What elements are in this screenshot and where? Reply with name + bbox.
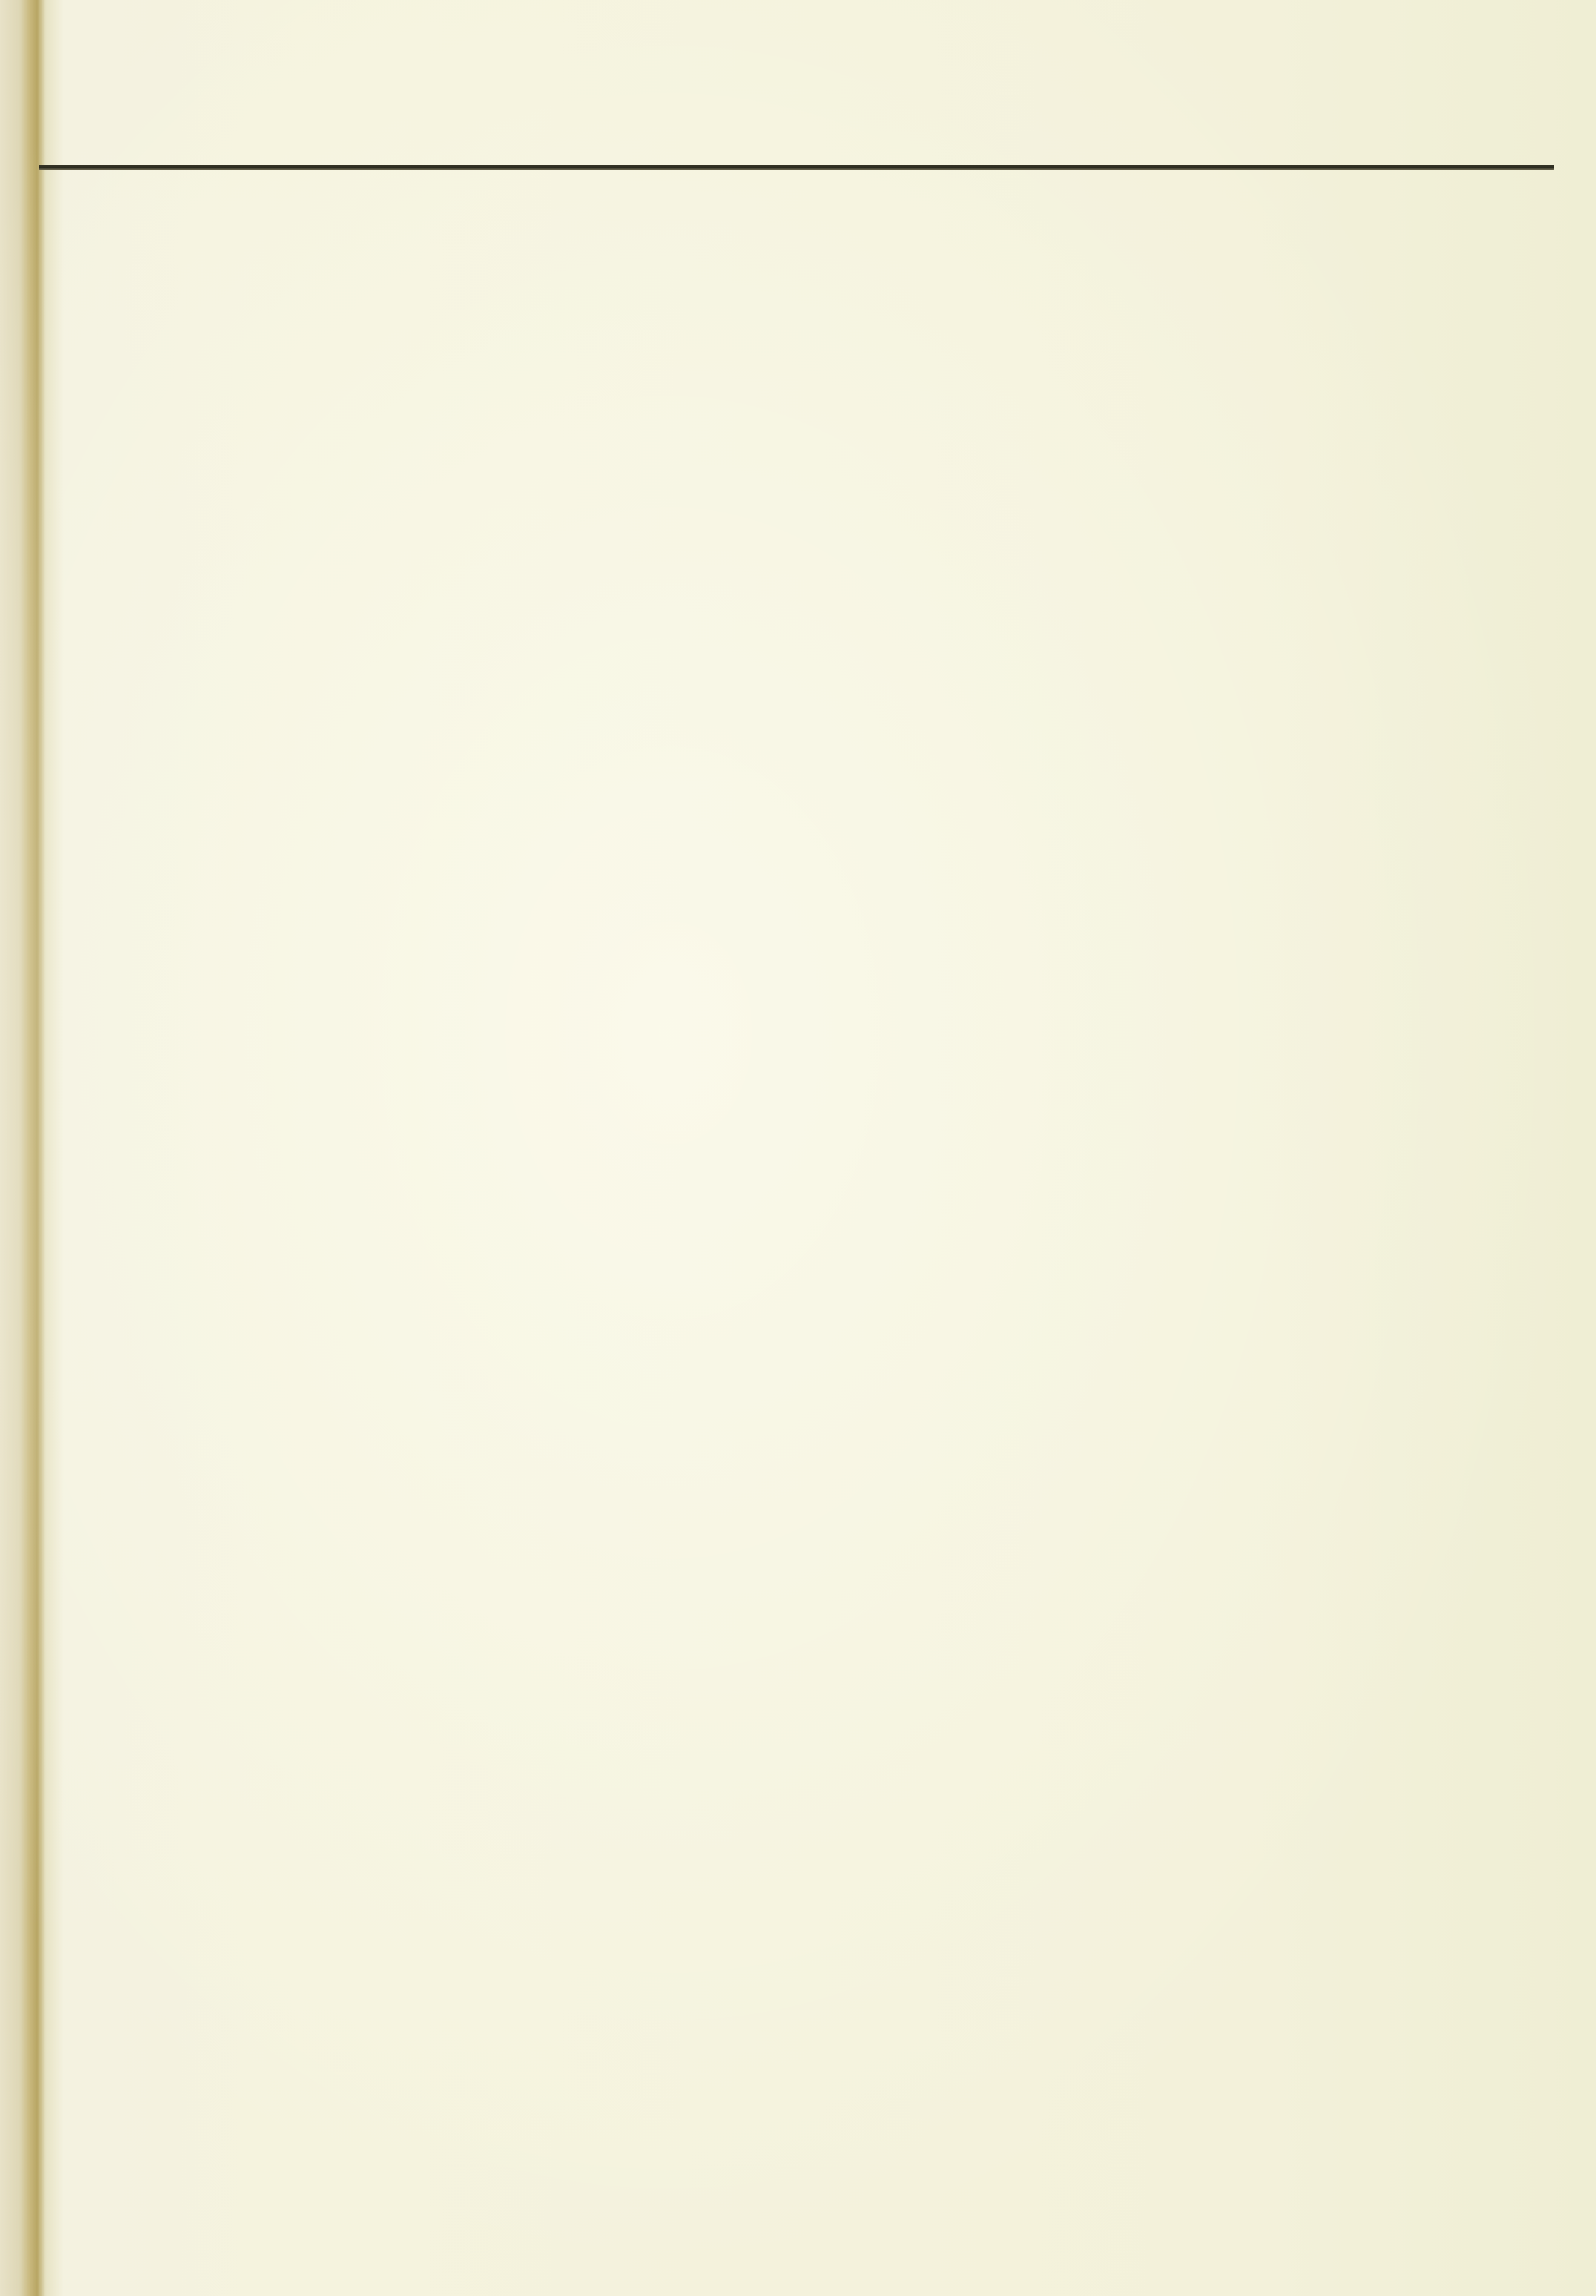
figure-29 xyxy=(22,1195,794,2124)
figure-30 xyxy=(805,519,1592,1399)
figure-29-plot xyxy=(22,1195,794,2122)
header-rule xyxy=(39,165,1554,170)
figure-30-plot xyxy=(805,519,1592,1394)
left-column xyxy=(42,184,792,205)
right-column-bottom xyxy=(816,1550,1566,1563)
page-header xyxy=(42,111,1552,166)
right-column-top xyxy=(816,184,1566,196)
